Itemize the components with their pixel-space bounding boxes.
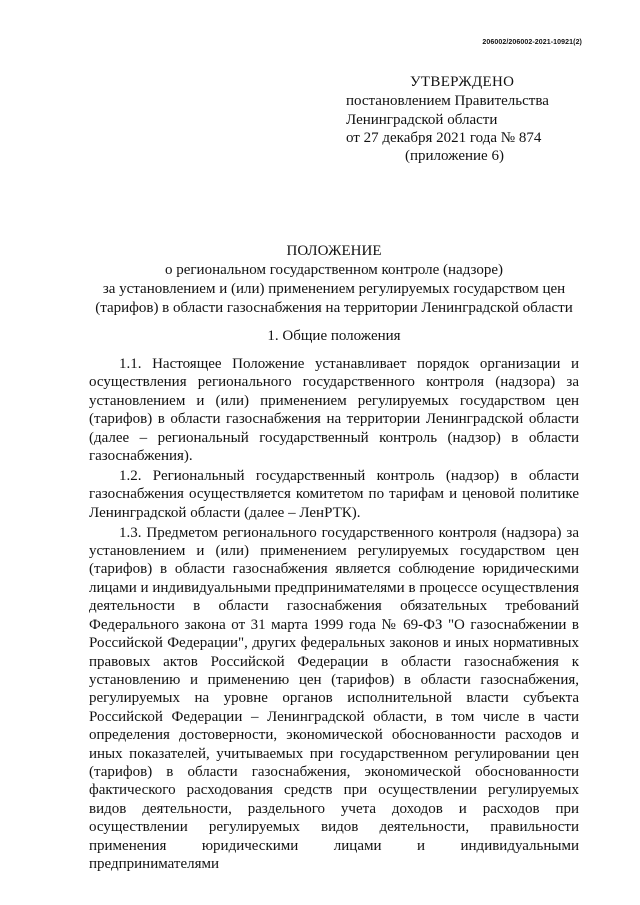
document-registration-number: 206002/206002-2021-10921(2) <box>482 39 582 46</box>
title-line: о региональном государственном контроле (надзоре) <box>164 262 504 278</box>
approval-line: постановлением Правительства <box>346 93 549 109</box>
paragraph-1-3: 1.3. Предметом регионального государственного контроля (надзора) за установлением и (или) применением регулируемых государством цен (тарифов) в области газоснабжения является соблюдение юридическими лицами и индивидуальными предпринимателями в процессе осуществления деятельности в области газоснабжения обязательных требований Федерального закона от 31 марта 1999 года № 69-ФЗ "О газоснабжении в Российской Федерации", других федеральных законов и иных нормативных правовых актов Российской Федерации в области газоснабжения к установлению и применению цен (тарифов) в области газоснабжения, регулируемых на уровне органов исполнительной власти субъекта Российской Федерации – Ленинградской области, в том числе в части определения достоверности, экономической обоснованности расходов и иных показателей, учитываемых при государственном регулировании цен (тарифов) в области газоснабжения, экономической обоснованности фактического расходования средств при осуществлении регулируемых видов деятельности, раздельного учета доходов и расходов при осуществлении регулируемых видов деятельности, правильности применения юридическими лицами и индивидуальными предпринимателями <box>89 524 579 872</box>
approval-line: Ленинградской области <box>346 112 498 128</box>
approval-heading: УТВЕРЖДЕНО <box>410 74 515 90</box>
paragraph-1-2: 1.2. Региональный государственный контроль (надзор) в области газоснабжения осуществляется комитетом по тарифам и ценовой политике Ленинградской области (далее – ЛенРТК). <box>89 467 579 521</box>
document-body <box>89 355 579 875</box>
approval-appendix-line: (приложение 6) <box>405 148 504 164</box>
section-heading: 1. Общие положения <box>267 328 401 344</box>
approval-date-line: от 27 декабря 2021 года № 874 <box>346 130 542 146</box>
paragraph-1-1: 1.1. Настоящее Положение устанавливает порядок организации и осуществления регионального государственного контроля (надзора) за установлением и (или) применением регулируемых государством цен (тарифов) в области газоснабжения на территории Ленинградской области (далее – региональный государственный контроль (надзор) в области газоснабжения). <box>89 356 579 465</box>
title-line: (тарифов) в области газоснабжения на территории Ленинградской области <box>95 300 573 316</box>
document-title <box>86 242 582 318</box>
title-heading: ПОЛОЖЕНИЕ <box>286 243 382 259</box>
title-line: за установлением и (или) применением регулируемых государством цен <box>102 281 566 297</box>
